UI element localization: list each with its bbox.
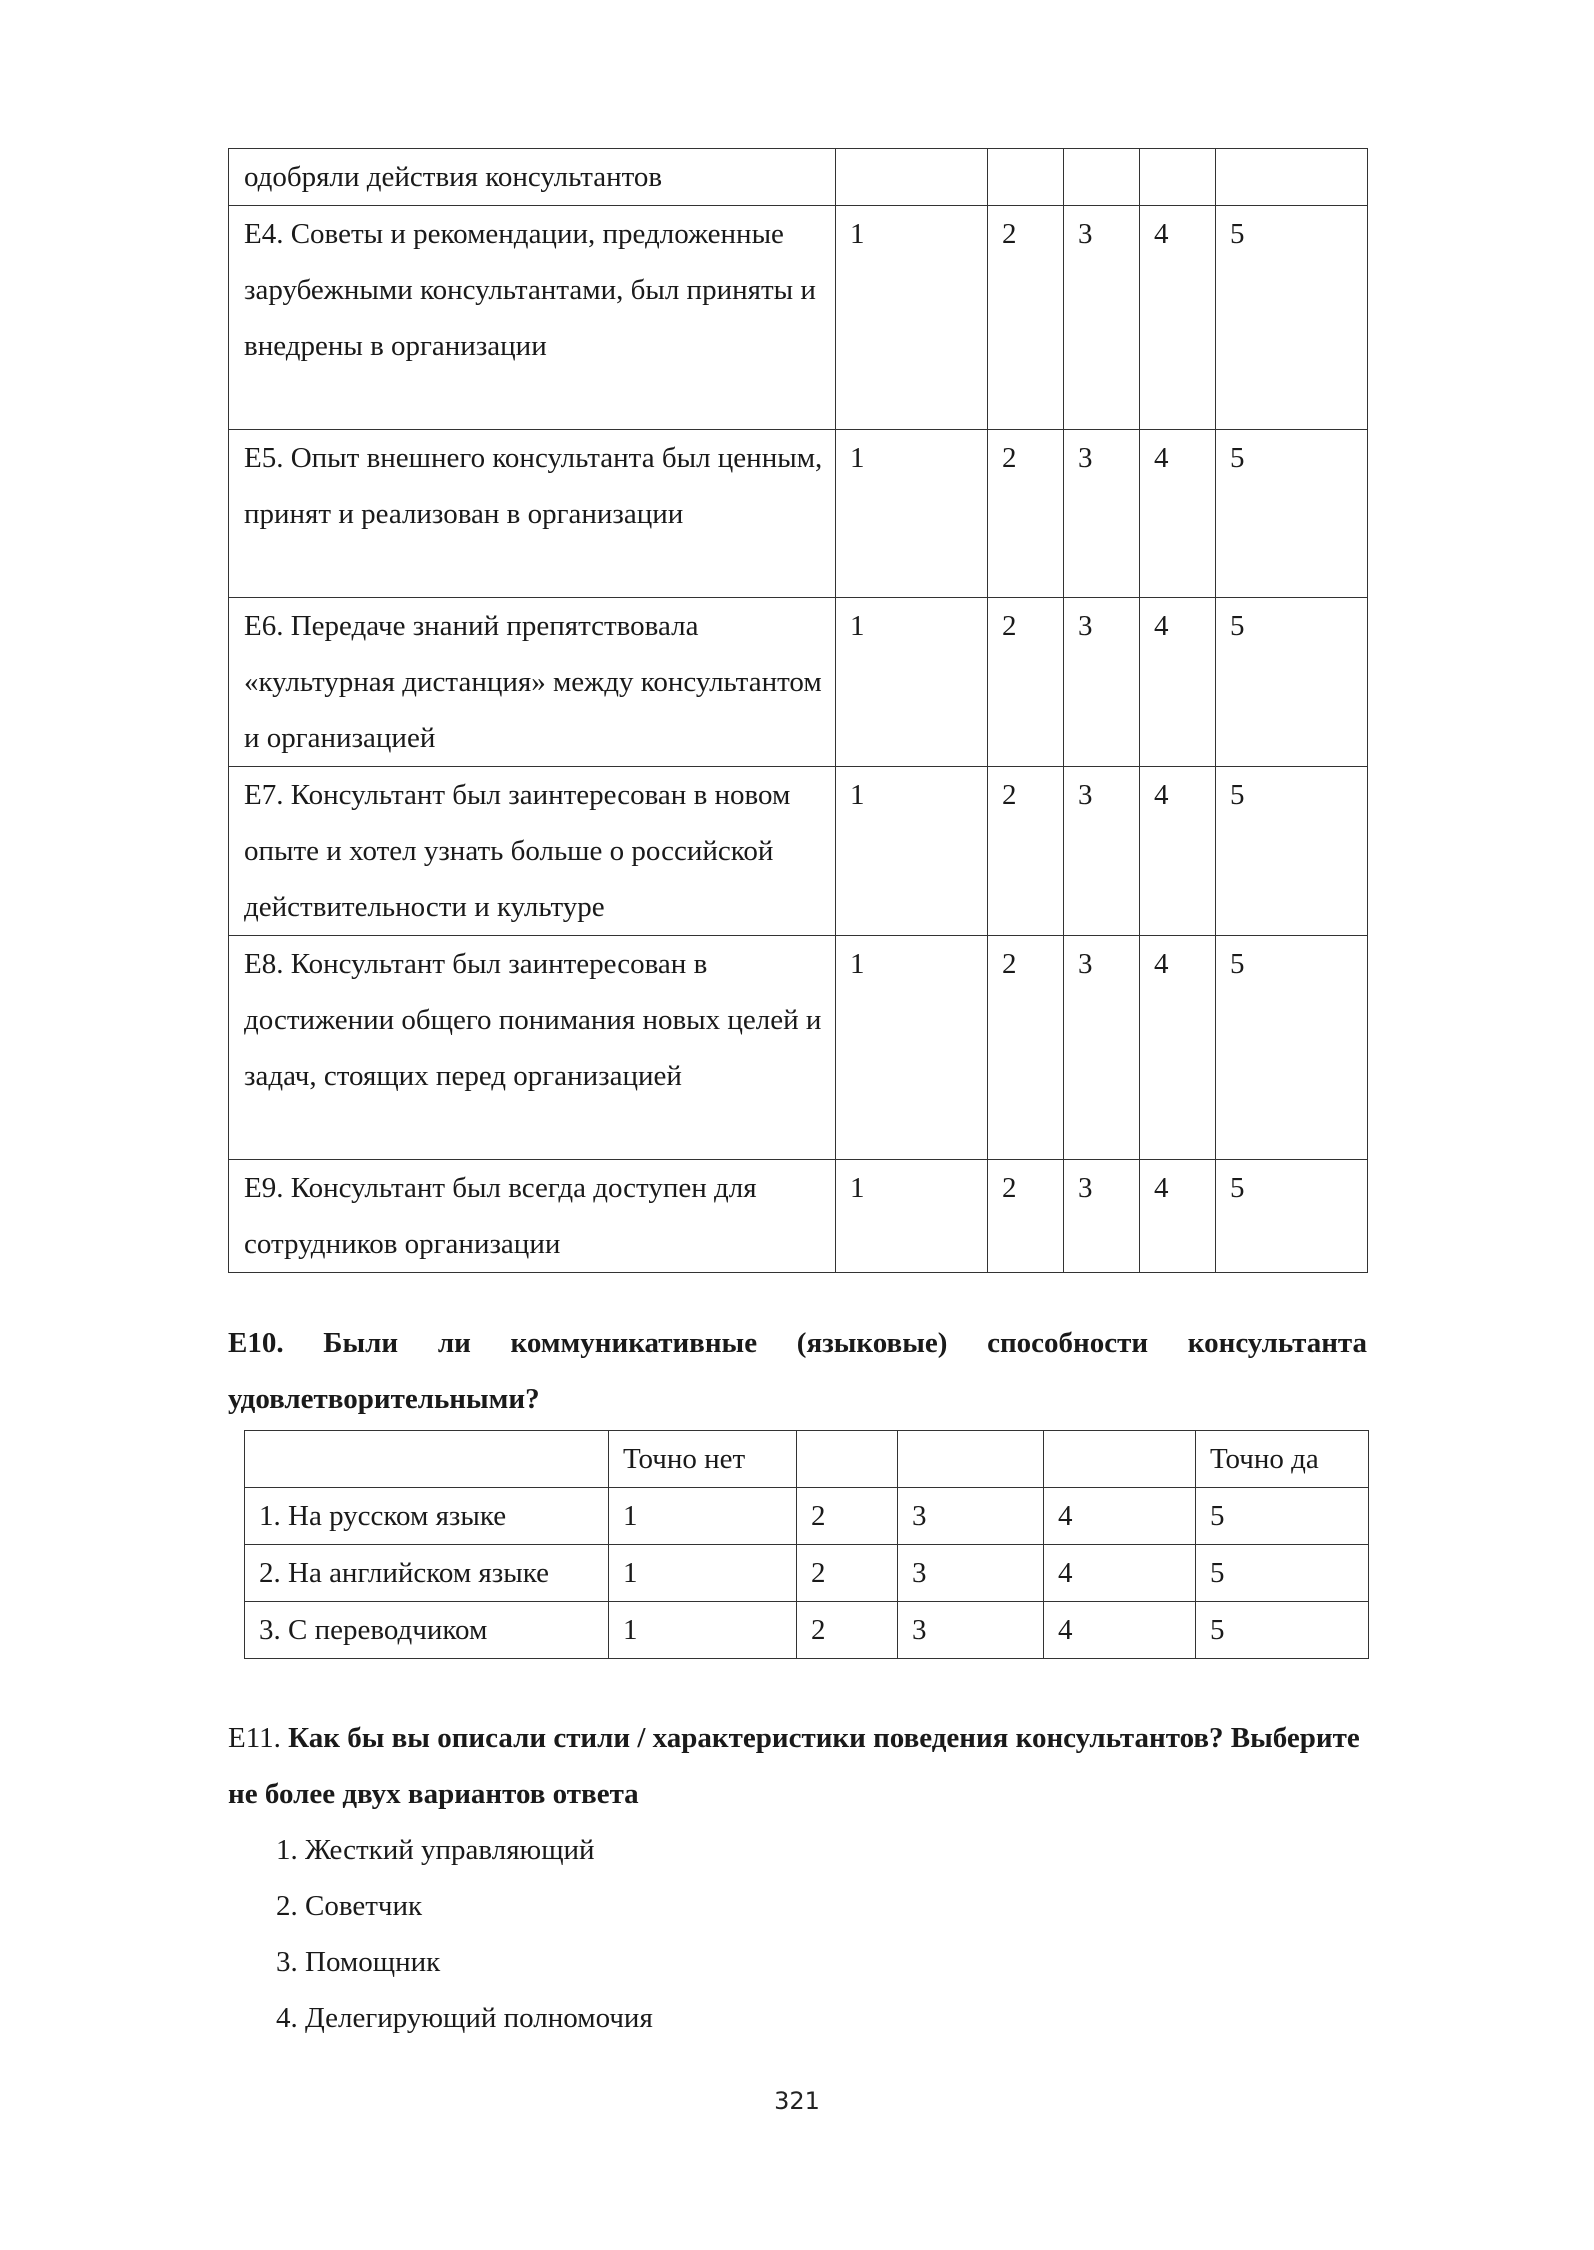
score-cell: 5 (1196, 1488, 1369, 1545)
table-row (245, 1545, 1369, 1602)
score-cell: 1 (836, 206, 988, 430)
table-row (229, 206, 1368, 430)
score-cell: 4 (1044, 1545, 1196, 1602)
row-label: 3. С переводчиком (245, 1602, 609, 1659)
question-cell: Е7. Консультант был заинтересован в новом опыте и хотел узнать больше о российской действительности и культуре (229, 767, 836, 936)
score-cell: 4 (1140, 936, 1216, 1160)
list-item: 2. Советчик (276, 1890, 423, 1922)
score-cell: 2 (988, 1160, 1064, 1273)
score-cell: 1 (836, 936, 988, 1160)
score-cell: 3 (1064, 936, 1140, 1160)
score-cell: 1 (836, 430, 988, 598)
question-number: Е11. (228, 1722, 281, 1754)
score-cell: 3 (1064, 767, 1140, 936)
score-cell: 2 (988, 767, 1064, 936)
score-cell: 4 (1140, 767, 1216, 936)
score-cell: 3 (1064, 206, 1140, 430)
score-cell: 5 (1216, 767, 1368, 936)
score-cell: 2 (988, 598, 1064, 767)
header-cell (898, 1431, 1044, 1488)
score-cell: 4 (1044, 1602, 1196, 1659)
score-cell: 1 (609, 1545, 797, 1602)
score-cell: 4 (1140, 206, 1216, 430)
header-cell: Точно нет (609, 1431, 797, 1488)
score-cell: 4 (1140, 430, 1216, 598)
table-row (229, 1160, 1368, 1273)
score-cell: 2 (797, 1488, 898, 1545)
score-cell: 2 (797, 1545, 898, 1602)
score-cell (1216, 149, 1368, 206)
score-cell: 4 (1140, 1160, 1216, 1273)
question-cell: Е5. Опыт внешнего консультанта был ценным, принят и реализован в организации (229, 430, 836, 598)
score-cell: 3 (1064, 430, 1140, 598)
score-cell: 3 (898, 1602, 1044, 1659)
score-cell: 5 (1196, 1602, 1369, 1659)
row-label: 1. На русском языке (245, 1488, 609, 1545)
score-cell (836, 149, 988, 206)
table-row (229, 767, 1368, 936)
table-row (229, 598, 1368, 767)
score-cell: 1 (836, 767, 988, 936)
score-cell: 3 (898, 1488, 1044, 1545)
list-item: 3. Помощник (276, 1946, 441, 1978)
score-cell: 4 (1044, 1488, 1196, 1545)
question-cell: Е8. Консультант был заинтересован в достижении общего понимания новых целей и задач, стоящих перед организацией (229, 936, 836, 1160)
page-number: 321 (774, 2087, 820, 2115)
score-cell (1140, 149, 1216, 206)
score-cell: 4 (1140, 598, 1216, 767)
score-cell: 1 (836, 1160, 988, 1273)
score-cell (1064, 149, 1140, 206)
question-e10: Е10. Были ли коммуникативные (языковые) способности консультанта удовлетворительными? (228, 1327, 1367, 1415)
header-cell (797, 1431, 898, 1488)
list-item: 1. Жесткий управляющий (276, 1834, 595, 1866)
score-cell: 5 (1216, 1160, 1368, 1273)
score-cell: 2 (797, 1602, 898, 1659)
score-cell: 5 (1216, 936, 1368, 1160)
question-cell: одобряли действия консультантов (229, 149, 836, 206)
score-cell: 1 (609, 1488, 797, 1545)
table-row (229, 936, 1368, 1160)
table-row (229, 430, 1368, 598)
question-e11 (228, 1710, 1367, 1822)
score-cell (988, 149, 1064, 206)
score-cell: 5 (1196, 1545, 1369, 1602)
score-cell: 5 (1216, 206, 1368, 430)
answer-options-list (276, 1822, 653, 2046)
header-cell (1044, 1431, 1196, 1488)
language-skills-table (244, 1430, 1369, 1659)
question-cell: Е9. Консультант был всегда доступен для сотрудников организации (229, 1160, 836, 1273)
score-cell: 1 (836, 598, 988, 767)
rating-table-e (228, 148, 1368, 1273)
question-cell: Е6. Передаче знаний препятствовала «культурная дистанция» между консультантом и организацией (229, 598, 836, 767)
score-cell: 3 (898, 1545, 1044, 1602)
score-cell: 3 (1064, 598, 1140, 767)
score-cell: 1 (609, 1602, 797, 1659)
question-text: Как бы вы описали стили / характеристики поведения консультантов? Выберите не более двух вариантов ответа (228, 1722, 1360, 1810)
score-cell: 3 (1064, 1160, 1140, 1273)
row-label: 2. На английском языке (245, 1545, 609, 1602)
header-cell: Точно да (1196, 1431, 1369, 1488)
table-header-row (245, 1431, 1369, 1488)
list-item: 4. Делегирующий полномочия (276, 2002, 653, 2034)
score-cell: 5 (1216, 430, 1368, 598)
table-row (229, 149, 1368, 206)
table-row (245, 1488, 1369, 1545)
table-row (245, 1602, 1369, 1659)
question-cell: Е4. Советы и рекомендации, предложенные зарубежными консультантами, был приняты и внедрены в организации (229, 206, 836, 430)
score-cell: 2 (988, 430, 1064, 598)
score-cell: 2 (988, 206, 1064, 430)
score-cell: 2 (988, 936, 1064, 1160)
header-cell (245, 1431, 609, 1488)
score-cell: 5 (1216, 598, 1368, 767)
